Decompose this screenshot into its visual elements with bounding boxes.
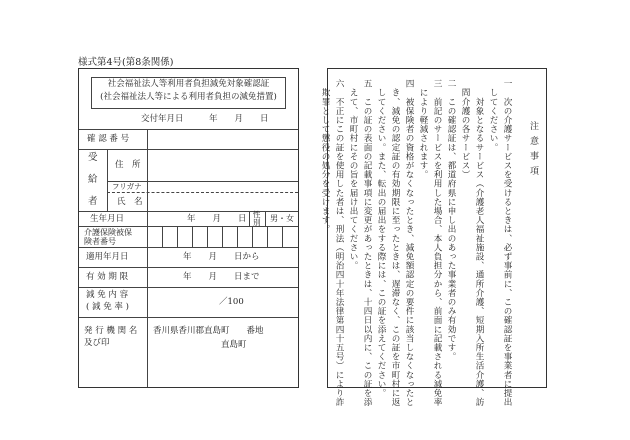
note-2: 二 この確認証は、都道府県に申し出のあった事業者のみ有効です。 [446, 79, 456, 362]
gender-label-1: 性 [253, 210, 261, 219]
note-6b: 欺罪として懲役の処分を受けます。 [320, 79, 330, 234]
reduction-label-2: ( 減 免 率 ) [86, 302, 129, 312]
birthdate-value: 年 月 日 [187, 214, 247, 224]
issue-date: 交付年月日 年 月 日 [141, 114, 269, 124]
note-3b: により軽減されます。 [418, 79, 428, 180]
title-line-1: 社会福祉法人等利用者負担減免対象確認証 [107, 79, 270, 89]
note-1c: 対象となるサービス（介護老人福祉施設、通所介護、短期入所生活介護、訪 [474, 79, 484, 407]
recipient-label-1: 受 [88, 152, 98, 163]
reduction-value: ／100 [219, 297, 244, 307]
note-1d: 問介護の各サービス） [460, 79, 470, 180]
valid-period-label: 有 効 期 限 [86, 272, 129, 282]
applicable-date-value: 年 月 日から [183, 252, 260, 262]
certificate-title [91, 77, 286, 109]
issuer-name: 直島町 [221, 340, 247, 350]
note-4a: 四 被保険者の資格がなくなったとき、減免額認定の要件に該当しなくなったと [404, 79, 414, 407]
notes-title: 注意事項 [528, 121, 538, 181]
name-label: 氏 名 [117, 197, 143, 207]
title-line-2: (社会福祉法人等による利用者負担の減免措置) [100, 92, 277, 102]
note-1a: 一 次の介護サービスを受けるときは、必ず事前に、この確認証を事業者に提出 [502, 79, 512, 407]
applicable-date-label: 適用年月日 [86, 252, 129, 262]
reduction-label-1: 減 免 内 容 [86, 290, 129, 300]
note-6a: 六 不正にこの証を使用した者は、刑法（明治四十年法律第四十五号）により詐 [334, 79, 344, 407]
birthdate-label: 生年月日 [90, 214, 125, 224]
note-5a: 五 この証の表面の記載事項に変更があったときは、十四日以内に、この証を添 [362, 79, 372, 407]
note-5b: えて、市町村にその旨を届け出てください。 [348, 79, 358, 271]
certificate-back [320, 68, 547, 407]
form-number: 様式第4号(第8条関係) [78, 57, 174, 68]
certificate-front [78, 68, 299, 388]
issuer-label-2: 及び印 [84, 338, 110, 348]
confirmation-number-label: 確 認 番 号 [87, 134, 130, 144]
address-label: 住 所 [115, 160, 141, 170]
insured-number-label-2: 険者番号 [84, 237, 116, 246]
note-4b: き、減免の認定証の有効期限に至ったときは、遅滞なく、この証を市町村に返 [390, 79, 400, 407]
issuer-address: 香川県香川郡直島町 番地 [153, 326, 264, 336]
recipient-label-2: 給 [88, 174, 98, 185]
gender-label-2: 別 [253, 218, 261, 227]
note-4c: してください。また、転出の届出をする際には、この証を添えてください。 [376, 79, 386, 398]
gender-value: 男・女 [270, 214, 294, 223]
issuer-label-1: 発 行 機 関 名 [84, 326, 138, 336]
note-3a: 三 前記のサービスを利用した場合、本人負担分から、前面に記載される減免率 [432, 79, 442, 407]
note-1b: してください。 [488, 79, 498, 152]
recipient-label-3: 者 [88, 196, 98, 207]
valid-period-value: 年 月 日まで [183, 272, 260, 282]
furigana-label: フリガナ [112, 182, 142, 191]
insured-number-label-1: 介護保険被保 [84, 228, 132, 237]
